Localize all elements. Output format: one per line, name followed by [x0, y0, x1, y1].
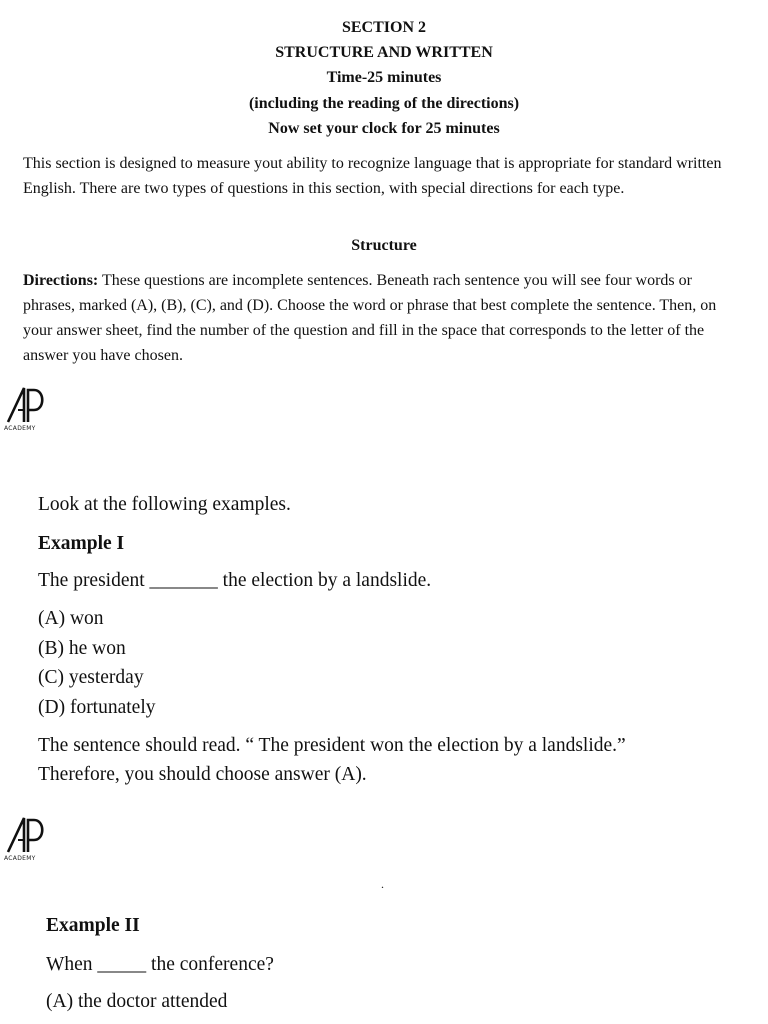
structure-heading: Structure — [351, 237, 417, 254]
ap-academy-logo — [4, 816, 48, 862]
example-1-option-b: (B) he won — [38, 638, 126, 659]
example-1-option-c: (C) yesterday — [38, 667, 144, 688]
example-1-option-a: (A) won — [38, 608, 104, 629]
section-number: SECTION 2 — [341, 19, 427, 36]
directions-paragraph — [23, 268, 745, 368]
time-note: (including the reading of the directions) — [248, 95, 520, 112]
intro-paragraph: This section is designed to measure yout ability to recognize language that is appropriate for standard written English. There are two types of questions in this section, with special directions for each type. — [23, 155, 722, 197]
example-1-question: The president _______ the election by a landslide. — [38, 570, 432, 591]
ap-academy-logo — [4, 386, 48, 432]
example-2-question: When _____ the conference? — [46, 954, 274, 975]
stray-dot: . — [381, 877, 384, 891]
example-2-option-a: (A) the doctor attended — [46, 991, 228, 1012]
time-limit: Time-25 minutes — [326, 69, 442, 86]
example-1-explanation: The sentence should read. “ The president won the election by a landslide.” — [38, 735, 626, 756]
logo-wordmark: ACADEMY — [4, 855, 36, 862]
examples-lead: Look at the following examples. — [38, 494, 291, 515]
directions-text: These questions are incomplete sentences. Beneath rach sentence you will see four words or phrases, marked (A), (B), (C), and (D). Choose the word or phrase that best complete the sentence. Then, on your answer sheet, find the number of the question and fill in the space that corresponds to the letter of the answer you have chosen. — [23, 272, 717, 364]
example-1-answer: Therefore, you should choose answer (A). — [38, 764, 367, 785]
example-1-title: Example I — [38, 533, 125, 554]
ap-logo-mark-icon — [4, 386, 48, 424]
clock-instruction: Now set your clock for 25 minutes — [268, 120, 500, 137]
section-title: STRUCTURE AND WRITTEN — [275, 44, 493, 61]
example-1-option-d: (D) fortunately — [38, 697, 156, 718]
directions-label: Directions: — [23, 272, 99, 289]
ap-logo-mark-icon — [4, 816, 48, 854]
example-2-title: Example II — [46, 915, 140, 936]
logo-wordmark: ACADEMY — [4, 425, 36, 432]
